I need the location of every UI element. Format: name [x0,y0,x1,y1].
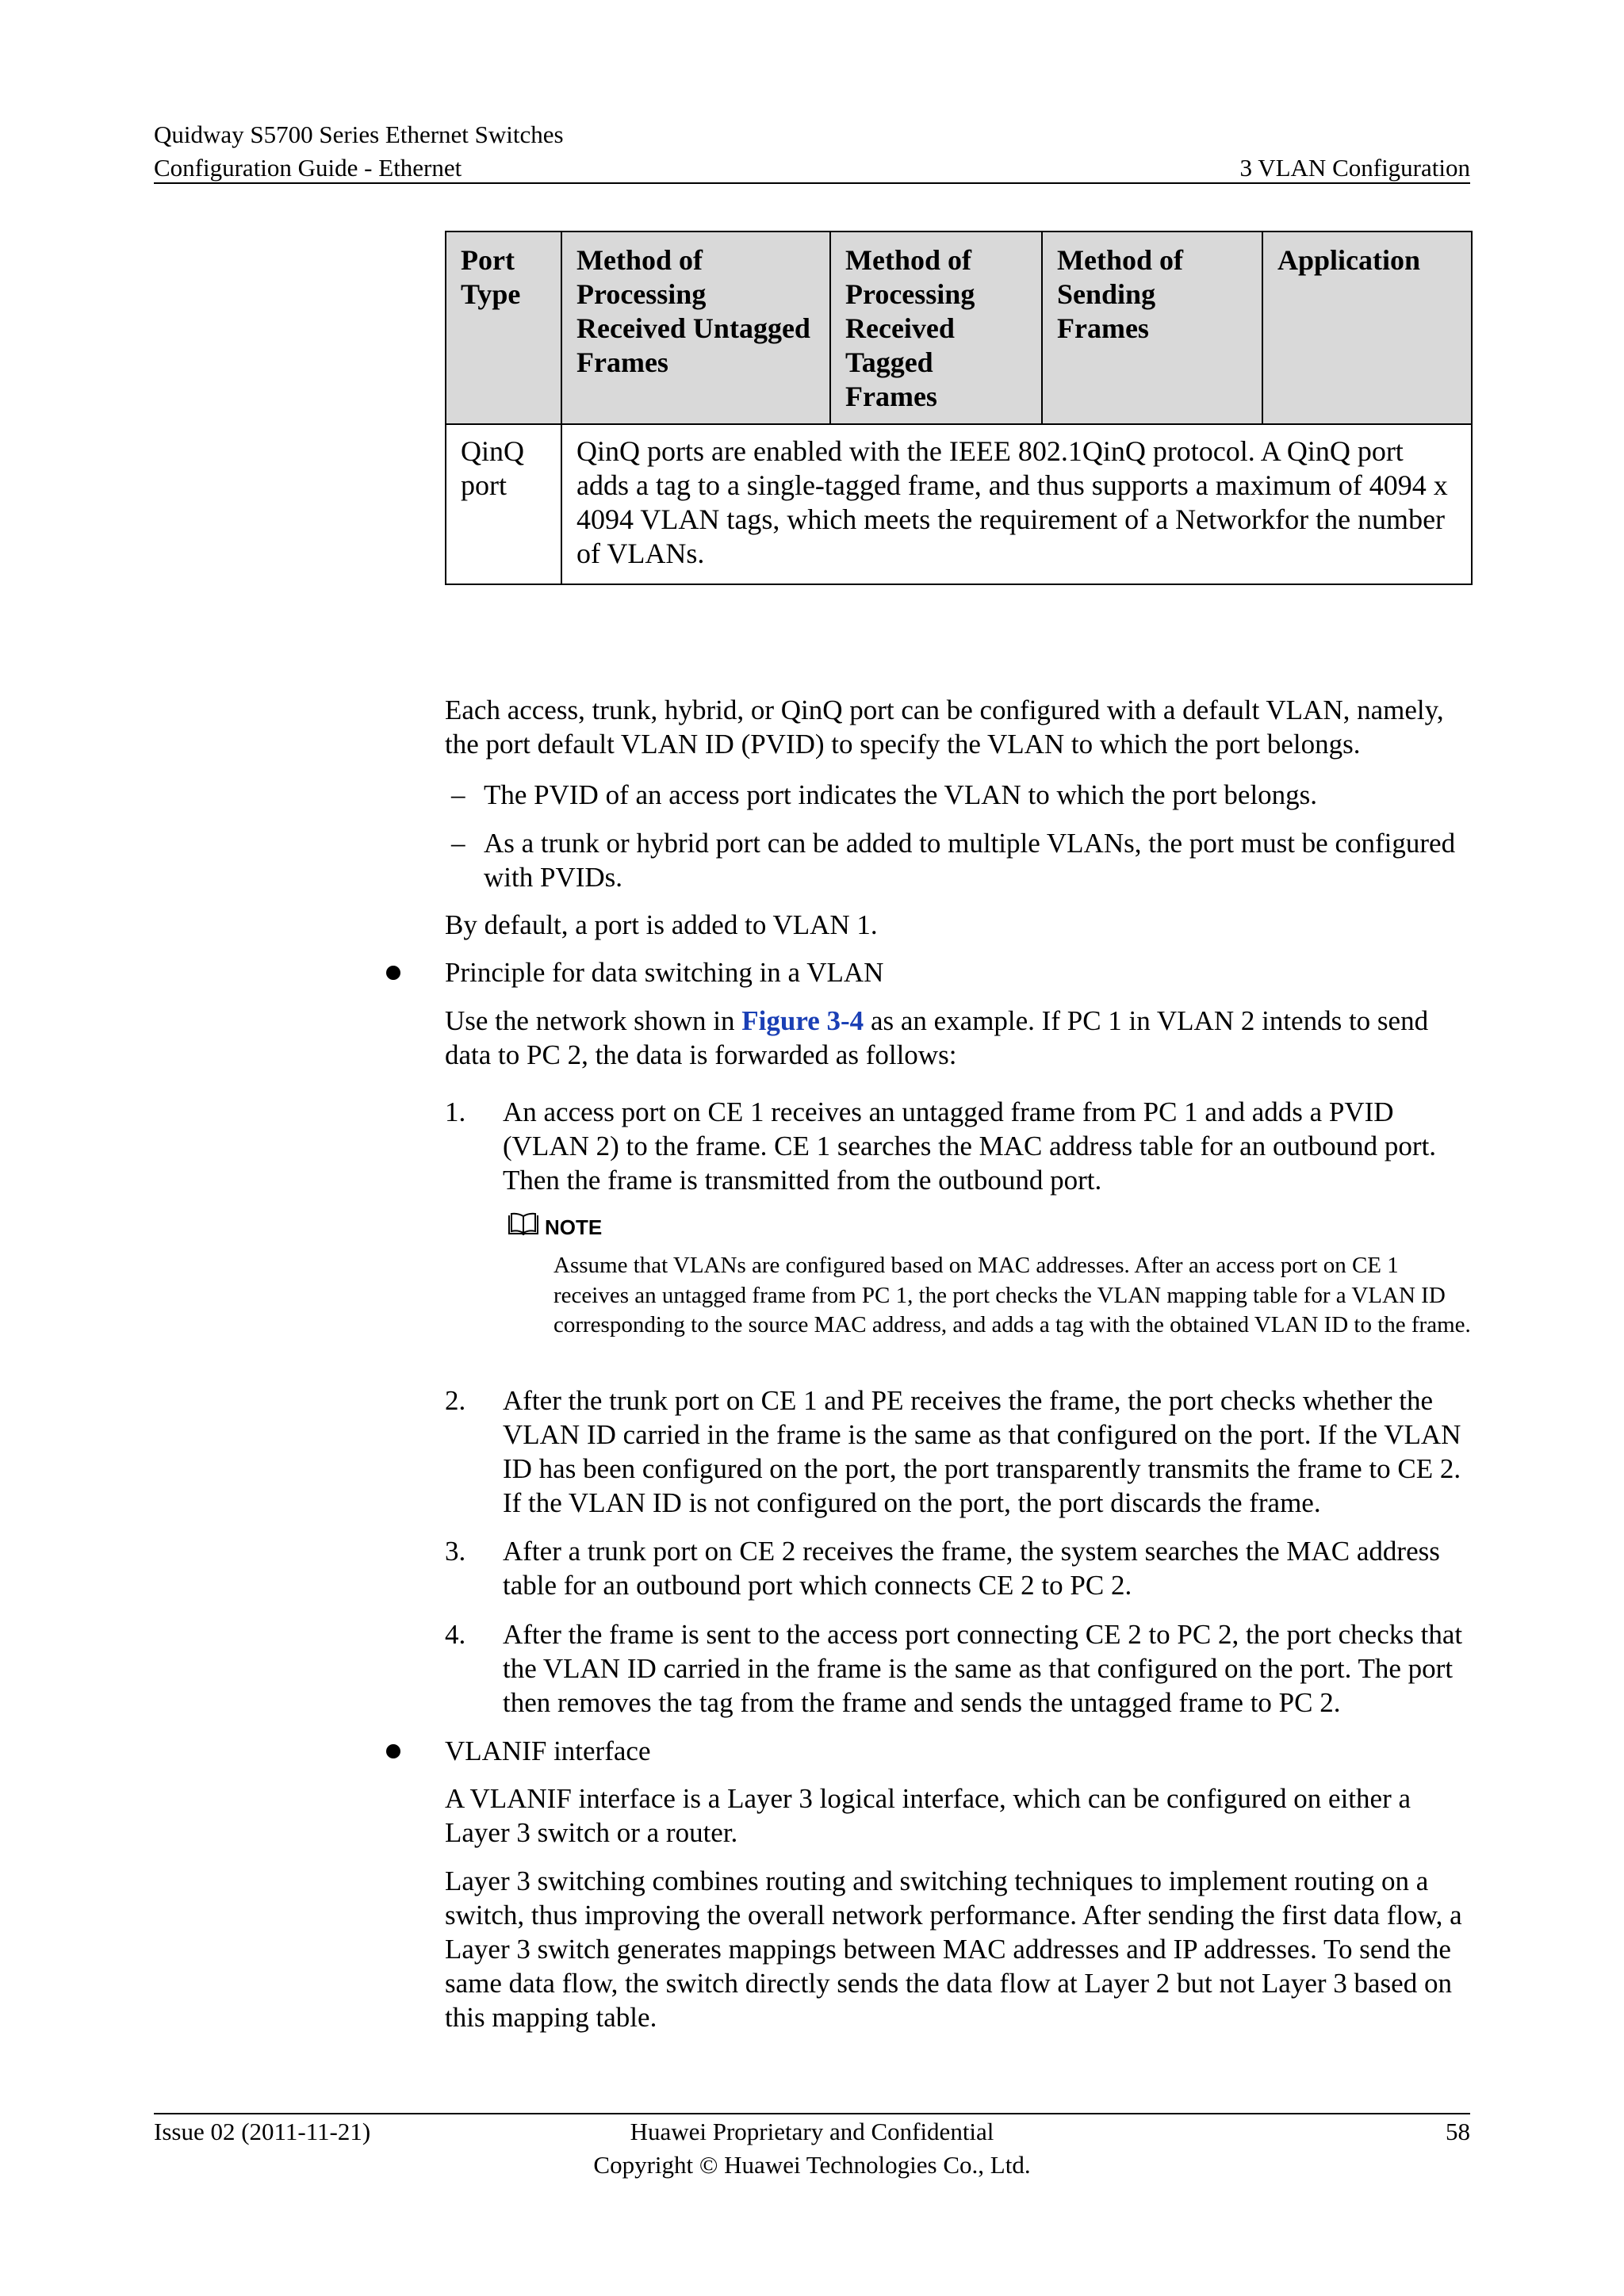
table-cell-port-type: QinQ port [446,424,561,584]
table-header-cell: Method of Processing Received Tagged Frames [830,232,1042,424]
footer-issue: Issue 02 (2011-11-21) [154,2118,371,2145]
example-paragraph [445,1004,1471,1072]
bullet-dot [386,966,400,980]
step-text: An access port on CE 1 receives an untagged frame from PC 1 and adds a PVID (VLAN 2) to the frame. CE 1 searches the MAC address table for an outbound port. Then the frame is transmitted from the outbound port. [503,1096,1437,1196]
header-guide: Configuration Guide - Ethernet [154,154,462,182]
footer-page-number: 58 [1446,2118,1470,2145]
example-text-pre: Use the network shown in [445,1005,742,1036]
vlanif-paragraph-2: Layer 3 switching combines routing and switching techniques to implement routing on a switch, thus improving the overall network performance. After sending the first data flow, a Layer 3 switch generates mappings between MAC addresses and IP addresses. To send the same data flow, the switch directly sends the data flow at Layer 2 but not Layer 3 based on this mapping table. [445,1866,1462,2033]
table-header-cell: Method of Processing Received Untagged Frames [561,232,830,424]
table-header-cell: Method of Sending Frames [1042,232,1262,424]
dash-item: The PVID of an access port indicates the VLAN to which the port belongs. [484,779,1318,810]
pvid-intro-paragraph: Each access, trunk, hybrid, or QinQ port can be configured with a default VLAN, namely, the port default VLAN ID (PVID) to specify the VLAN to which the port belongs. [445,695,1444,760]
bullet-vlanif-title: VLANIF interface [445,1735,651,1766]
port-type-table [445,231,1473,585]
footer-copyright: Copyright © Huawei Technologies Co., Ltd. [593,2151,1031,2179]
bullet-dot [386,1744,400,1758]
header-doc-title: Quidway S5700 Series Ethernet Switches [154,121,564,148]
table-header-cell: Port Type [446,232,561,424]
table-header-cell: Application [1262,232,1472,424]
step-text: After the trunk port on CE 1 and PE receives the frame, the port checks whether the VLAN ID carried in the frame is the same as that configured on the port. If the VLAN ID has been configured on the port, the port transparently transmits the frame to CE 2. If the VLAN ID is not configured on the port, the port discards the frame. [503,1385,1461,1518]
note-text: Assume that VLANs are configured based on MAC addresses. After an access port on CE 1 receives an untagged frame from PC 1, the port checks the VLAN mapping table for a VLAN ID corresponding to the source MAC address, and adds a tag with the obtained VLAN ID to the frame. [553,1253,1471,1337]
step-text: After a trunk port on CE 2 receives the frame, the system searches the MAC address table for an outbound port which connects CE 2 to PC 2. [503,1536,1440,1601]
step-number: 2. [445,1385,466,1416]
step-number: 3. [445,1536,466,1567]
table-row [446,424,1472,584]
bullet-principle-title: Principle for data switching in a VLAN [445,957,884,988]
dash-item: As a trunk or hybrid port can be added to multiple VLANs, the port must be configured with PVIDs. [484,828,1456,893]
step-number: 4. [445,1619,466,1650]
step-text: After the frame is sent to the access port connecting CE 2 to PC 2, the port checks that the VLAN ID carried in the frame is the same as that configured on the port. The port then removes the tag from the frame and sends the untagged frame to PC 2. [503,1619,1463,1718]
step-number: 1. [445,1096,466,1127]
header-rule [154,182,1470,184]
vlanif-paragraph-1: A VLANIF interface is a Layer 3 logical interface, which can be configured on either a Layer 3 switch or a router. [445,1783,1411,1848]
dash-marker: – [451,828,465,859]
figure-3-4-link[interactable]: Figure 3-4 [741,1005,864,1036]
default-vlan-text: By default, a port is added to VLAN 1. [445,909,878,940]
table-cell-description: QinQ ports are enabled with the IEEE 802.1QinQ protocol. A QinQ port adds a tag to a single-tagged frame, and thus supports a maximum of 4094 x 4094 VLAN tags, which meets the requirement of a Networkfor the number of VLANs. [561,424,1472,584]
note-label: NOTE [545,1215,603,1239]
example-text-post: as an example. If PC 1 in VLAN 2 intends to send data to PC 2, the data is forwarded as follows: [445,1005,1429,1070]
header-chapter: 3 VLAN Configuration [1239,154,1470,182]
footer-confidential: Huawei Proprietary and Confidential [630,2118,994,2145]
dash-marker: – [451,779,465,810]
book-icon [508,1212,539,1236]
table-header-row [446,232,1472,424]
footer-rule [154,2113,1470,2114]
